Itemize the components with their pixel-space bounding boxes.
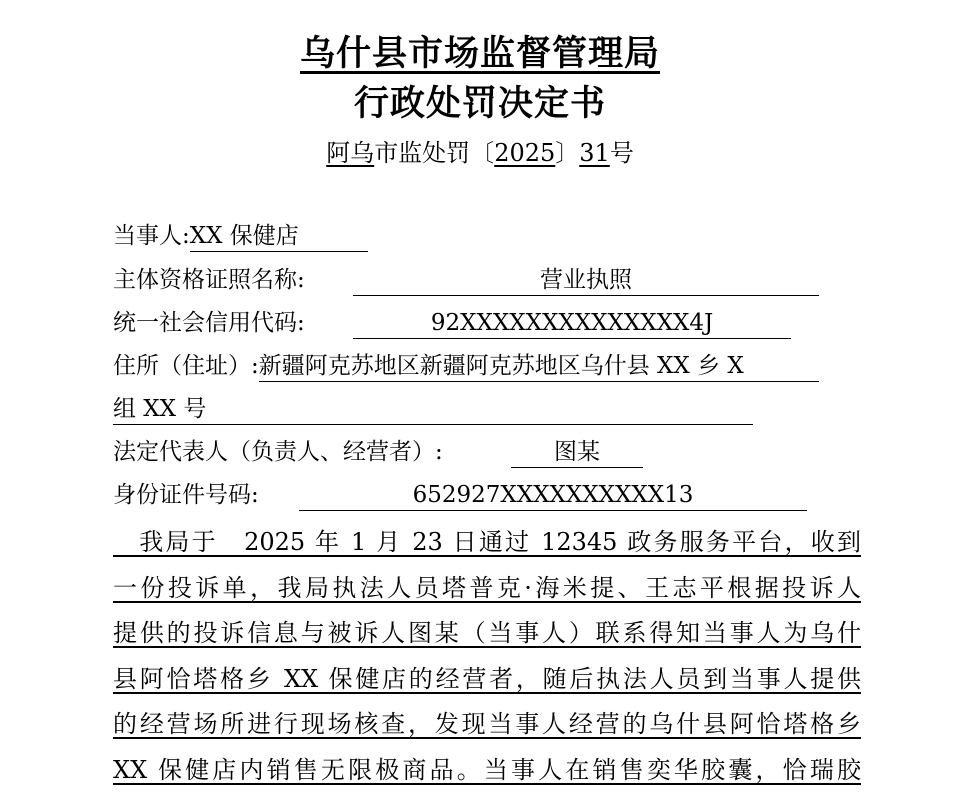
party-name-row <box>113 219 368 253</box>
doc-number-suffix: 号 <box>609 139 634 167</box>
org-title: 乌什县市场监督管理局 <box>299 33 660 74</box>
body-line: 我局于 2025 年 1 月 23 日通过 12345 政务服务平台，收到 <box>113 528 861 556</box>
id-number-row <box>113 478 807 512</box>
id-number-value: 652927XXXXXXXXXX13 <box>299 480 807 511</box>
doc-number-close: 〕 <box>555 139 580 167</box>
credit-code-row <box>113 306 791 340</box>
license-value: 营业执照 <box>353 265 819 296</box>
address-label: 住所（住址）: <box>113 353 259 379</box>
id-number-label: 身份证件号码: <box>113 482 259 508</box>
legal-rep-label: 法定代表人（负责人、经营者）: <box>113 439 443 465</box>
doc-number-year: 2025 <box>494 139 556 167</box>
license-label: 主体资格证照名称: <box>113 267 305 293</box>
party-name-label: 当事人: <box>113 223 190 249</box>
doc-number <box>0 133 960 168</box>
doc-title: 行政处罚决定书 <box>353 83 606 124</box>
credit-code-label: 统一社会信用代码: <box>113 310 305 336</box>
doc-number-prefix: 阿乌 <box>326 139 375 167</box>
legal-rep-value: 图某 <box>511 437 643 468</box>
body-line: 县阿恰塔格乡 XX 保健店的经营者，随后执法人员到当事人提供 <box>113 664 861 693</box>
body-paragraph <box>113 520 861 793</box>
address-value-line2: 组 XX 号 <box>113 394 753 425</box>
license-row <box>113 263 819 297</box>
body-line: 的经营场所进行现场核查，发现当事人经营的乌什县阿恰塔格乡 <box>113 710 861 738</box>
credit-code-value: 92XXXXXXXXXXXXXX4J <box>353 308 791 339</box>
address-value-line1: 新疆阿克苏地区新疆阿克苏地区乌什县 XX 乡 X <box>259 351 819 382</box>
doc-number-middle: 市监处罚〔 <box>374 139 495 167</box>
legal-rep-row <box>113 435 643 469</box>
party-name-value: XX 保健店 <box>190 221 368 252</box>
address-row-cont <box>113 392 753 426</box>
body-line: 提供的投诉信息与被诉人图某（当事人）联系得知当事人为乌什 <box>113 619 861 647</box>
body-line: XX 保健店内销售无限极商品。当事人在销售奕华胶囊，恰瑞胶 <box>113 755 861 784</box>
doc-number-value: 31 <box>579 139 610 167</box>
address-row <box>113 349 819 383</box>
body-line: 一份投诉单，我局执法人员塔普克·海米提、王志平根据投诉人 <box>113 573 861 602</box>
